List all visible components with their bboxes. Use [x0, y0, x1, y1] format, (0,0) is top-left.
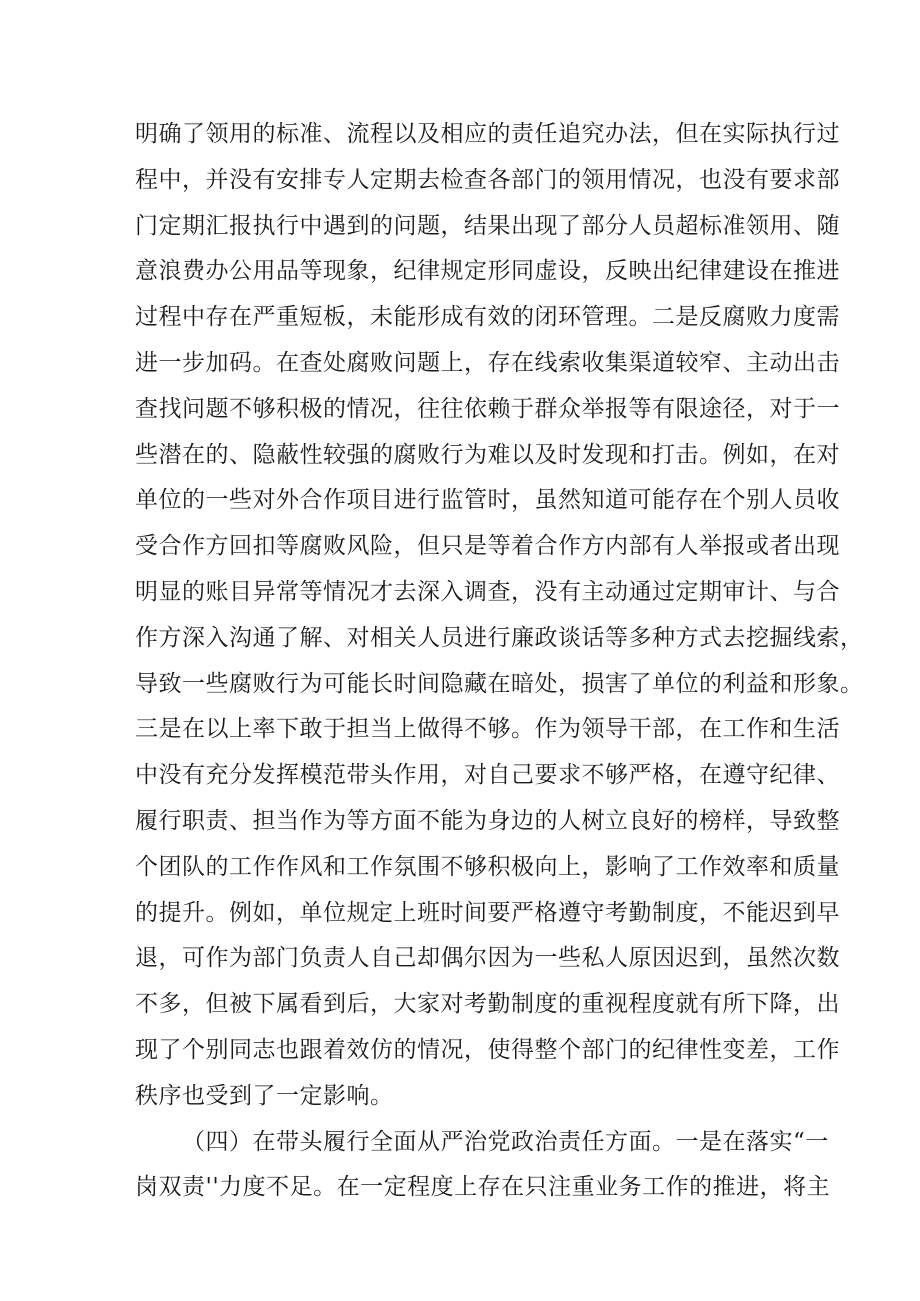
body-text [135, 112, 864, 1211]
text-line: 明确了领用的标准、流程以及相应的责任追究办法，但在实际执行过 [135, 121, 840, 147]
text-line: 门定期汇报执行中遇到的问题，结果出现了部分人员超标准领用、随 [135, 212, 840, 239]
text-line: 进一步加码。在查处腐败问题上，存在线索收集渠道较窄、主动出击 [135, 349, 840, 376]
text-line: 意浪费办公用品等现象，纪律规定形同虚设，反映出纪律建设在推进 [135, 258, 840, 285]
text-line: 作方深入沟通了解、对相关人员进行廉政谈话等多种方式去挖掘线索， [135, 624, 864, 651]
text-line: 单位的一些对外合作项目进行监管时，虽然知道可能存在个别人员收 [135, 487, 840, 514]
text-line: 岗双责''力度不足。在一定程度上存在只注重业务工作的推进，将主 [135, 1174, 831, 1201]
text-line: 退，可作为部门负责人自己却偶尔因为一些私人原因迟到，虽然次数 [135, 945, 840, 972]
text-line: 过程中存在严重短板，未能形成有效的闭环管理。二是反腐败力度需 [135, 304, 840, 331]
text-line: 现了个别同志也跟着效仿的情况，使得整个部门的纪律性变差，工作 [135, 1036, 840, 1063]
text-line: 中没有充分发挥模范带头作用，对自己要求不够严格，在遵守纪律、 [135, 762, 840, 789]
text-line: 明显的账目异常等情况才去深入调查，没有主动通过定期审计、与合 [135, 578, 840, 605]
text-line: 查找问题不够积极的情况，往往依赖于群众举报等有限途径，对于一 [135, 395, 840, 422]
text-line: 些潜在的、隐蔽性较强的腐败行为难以及时发现和打击。例如，在对 [135, 441, 840, 468]
text-line: 秩序也受到了一定影响。 [135, 1082, 394, 1109]
text-line: 程中，并没有安排专人定期去检查各部门的领用情况，也没有要求部 [135, 166, 840, 193]
text-line: 的提升。例如，单位规定上班时间要严格遵守考勤制度，不能迟到早 [135, 899, 840, 926]
text-line: 个团队的工作作风和工作氛围不够积极向上，影响了工作效率和质量 [135, 853, 840, 880]
text-line: 导致一些腐败行为可能长时间隐藏在暗处，损害了单位的利益和形象。 [135, 670, 864, 697]
text-line: 履行职责、担当作为等方面不能为身边的人树立良好的榜样，导致整 [135, 807, 840, 834]
section-heading-line: （四）在带头履行全面从严治党政治责任方面。一是在落实“一 [182, 1128, 829, 1155]
text-line: 不多，但被下属看到后，大家对考勤制度的重视程度就有所下降，出 [135, 991, 840, 1018]
text-line: 受合作方回扣等腐败风险，但只是等着合作方内部有人举报或者出现 [135, 533, 840, 560]
text-line: 三是在以上率下敢于担当上做得不够。作为领导干部，在工作和生活 [135, 716, 840, 743]
